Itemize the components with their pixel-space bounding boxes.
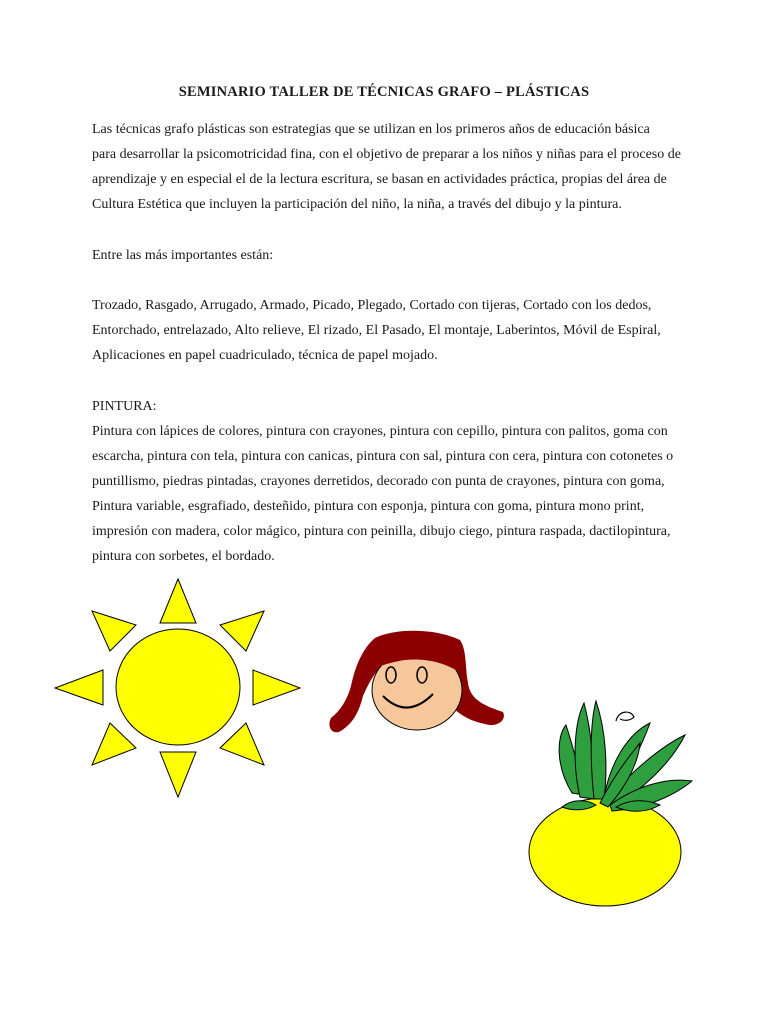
sun-ray-bottom (160, 752, 196, 797)
sun-illustration (50, 575, 305, 805)
techniques-line: Trozado, Rasgado, Arrugado, Armado, Picado, Plegado, Cortado con tijeras, Cortado con los dedos, (92, 298, 652, 313)
intro-line: para desarrollar la psicomotricidad fina, con el objetivo de preparar a los niños y niñas para el proceso de (92, 147, 681, 162)
painting-paragraph (92, 419, 752, 569)
girl-face-illustration (325, 628, 510, 740)
techniques-line: Entorchado, entrelazado, Alto relieve, El rizado, El Pasado, El montaje, Laberintos, Móvil de Espiral, (92, 323, 661, 338)
painting-heading: PINTURA: (92, 399, 157, 414)
sun-ray-right (253, 670, 300, 705)
sun-ray-bottom-right (220, 723, 264, 765)
sun-ray-top (160, 579, 196, 623)
intro-paragraph (92, 117, 752, 217)
important-intro: Entre las más importantes están: (92, 248, 274, 263)
sun-disc (116, 629, 240, 745)
sun-ray-top-left (92, 611, 136, 651)
sun-ray-bottom-left (92, 723, 136, 765)
painting-line: Pintura variable, esgrafiado, desteñido, pintura con esponja, pintura con goma, pintura mono print, (92, 499, 645, 514)
leaf (591, 701, 606, 799)
leaf-curl (616, 712, 634, 721)
techniques-paragraph (92, 293, 752, 368)
fruit-body (529, 798, 681, 906)
intro-line: aprendizaje y en especial el de la lectura escritura, se basan en actividades práctica, propias del área de (92, 172, 667, 187)
fruit-illustration (520, 695, 695, 915)
painting-line: escarcha, pintura con tela, pintura con canicas, pintura con sal, pintura con cera, pintura con cotonetes o (92, 449, 674, 464)
intro-line: Las técnicas grafo plásticas son estrategias que se utilizan en los primeros años de educación básica (92, 122, 650, 137)
painting-line: Pintura con lápices de colores, pintura con crayones, pintura con cepillo, pintura con palitos, goma con (92, 424, 668, 439)
page-title: SEMINARIO TALLER DE TÉCNICAS GRAFO – PLÁSTICAS (178, 84, 590, 100)
sun-ray-left (55, 670, 103, 705)
painting-line: impresión con madera, color mágico, pintura con peinilla, dibujo ciego, pintura raspada, dactilopintura, (92, 524, 671, 539)
sun-ray-top-right (220, 611, 264, 651)
intro-line: Cultura Estética que incluyen la participación del niño, la niña, a través del dibujo y la pintura. (92, 197, 622, 212)
painting-line: puntillismo, piedras pintadas, crayones derretidos, decorado con punta de crayones, pintura con goma, (92, 474, 665, 489)
techniques-line: Aplicaciones en papel cuadriculado, técnica de papel mojado. (92, 348, 438, 363)
painting-line: pintura con sorbetes, el bordado. (92, 549, 275, 564)
